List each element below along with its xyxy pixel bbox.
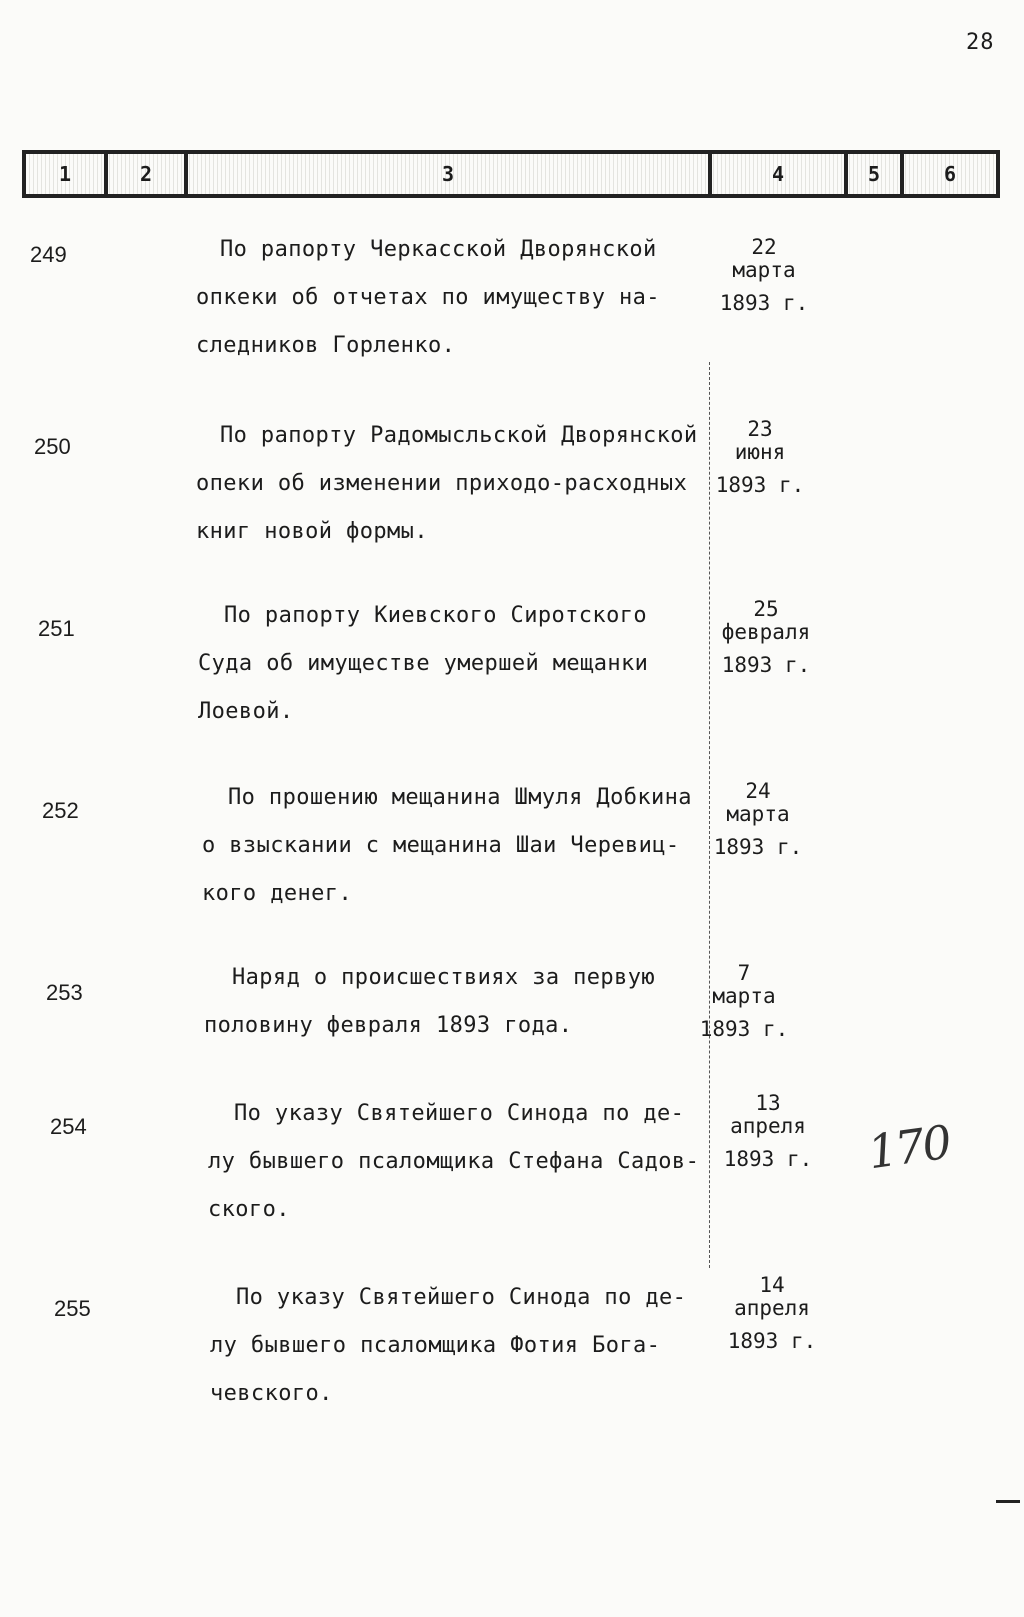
entry-date	[712, 1274, 832, 1353]
description-line: лу бывшего псаломщика Стефана Садов-	[208, 1149, 700, 1174]
column-header-5: 5	[848, 154, 904, 194]
description-line: Наряд о происшествиях за первую	[232, 965, 655, 990]
entry-number: 250	[34, 434, 71, 459]
description-line: чевского.	[210, 1381, 333, 1406]
date-year: 1893 г.	[699, 1017, 789, 1041]
date-day: 7	[737, 961, 751, 985]
date-day: 25	[753, 597, 779, 621]
entry-date	[684, 962, 804, 1041]
description-line: лу бывшего псаломщика Фотия Бога-	[210, 1333, 661, 1358]
description-line: книг новой формы.	[196, 519, 428, 544]
date-month: марта	[712, 984, 776, 1008]
entry-number: 254	[50, 1114, 87, 1139]
entry-date	[708, 1092, 828, 1171]
entry-description	[208, 1090, 718, 1234]
entry-number: 249	[30, 242, 67, 267]
date-day: 13	[755, 1091, 781, 1115]
column-header-1: 1	[26, 154, 108, 194]
entry-date	[704, 236, 824, 315]
date-year: 1893 г.	[713, 835, 803, 859]
description-line: кого денег.	[202, 881, 353, 906]
description-line: По указу Святейшего Синода по де-	[236, 1285, 687, 1310]
description-line: следников Горленко.	[196, 333, 456, 358]
entry-date	[700, 418, 820, 497]
date-day: 14	[759, 1273, 785, 1297]
column-header-bar	[22, 150, 1000, 198]
column-header-2: 2	[108, 154, 188, 194]
date-year: 1893 г.	[715, 473, 805, 497]
entry-description	[210, 1274, 720, 1418]
date-month: марта	[732, 258, 796, 282]
page-number: 28	[966, 30, 995, 55]
date-month: июня	[734, 440, 786, 464]
entry-number: 255	[54, 1296, 91, 1321]
description-line: ского.	[208, 1197, 290, 1222]
date-day: 22	[751, 235, 777, 259]
description-line: Суда об имуществе умершей мещанки	[198, 651, 649, 676]
margin-dash-mark	[996, 1500, 1020, 1503]
date-year: 1893 г.	[723, 1147, 813, 1171]
description-line: Лоевой.	[198, 699, 294, 724]
date-year: 1893 г.	[721, 653, 811, 677]
entry-description	[196, 226, 706, 370]
date-day: 23	[747, 417, 773, 441]
date-year: 1893 г.	[719, 291, 809, 315]
description-line: По рапорту Киевского Сиротского	[224, 603, 647, 628]
date-day: 24	[745, 779, 771, 803]
entry-number: 252	[42, 798, 79, 823]
date-month: марта	[726, 802, 790, 826]
column-header-3: 3	[188, 154, 712, 194]
date-year: 1893 г.	[727, 1329, 817, 1353]
entry-date	[698, 780, 818, 859]
description-line: опкеки об отчетах по имуществу на-	[196, 285, 660, 310]
entry-number: 251	[38, 616, 75, 641]
entry-description	[196, 412, 706, 556]
entry-description	[204, 954, 714, 1050]
handwritten-sheet-number: 170	[864, 1114, 954, 1180]
entry-description	[198, 592, 708, 736]
date-month: апреля	[730, 1114, 806, 1138]
entry-number: 253	[46, 980, 83, 1005]
description-line: опеки об изменении приходо-расходных	[196, 471, 688, 496]
date-month: февраля	[721, 620, 811, 644]
date-month: апреля	[734, 1296, 810, 1320]
description-line: По рапорту Черкасской Дворянской	[220, 237, 657, 262]
column-header-6: 6	[943, 162, 957, 186]
entry-description	[202, 774, 712, 918]
column-header-4: 4	[712, 154, 848, 194]
description-line: о взыскании с мещанина Шаи Черевиц-	[202, 833, 680, 858]
description-line: По прошению мещанина Шмуля Добкина	[228, 785, 692, 810]
description-line: По рапорту Радомысльской Дворянской	[220, 423, 698, 448]
description-line: половину февраля 1893 года.	[204, 1013, 573, 1038]
entry-date	[706, 598, 826, 677]
description-line: По указу Святейшего Синода по де-	[234, 1101, 685, 1126]
